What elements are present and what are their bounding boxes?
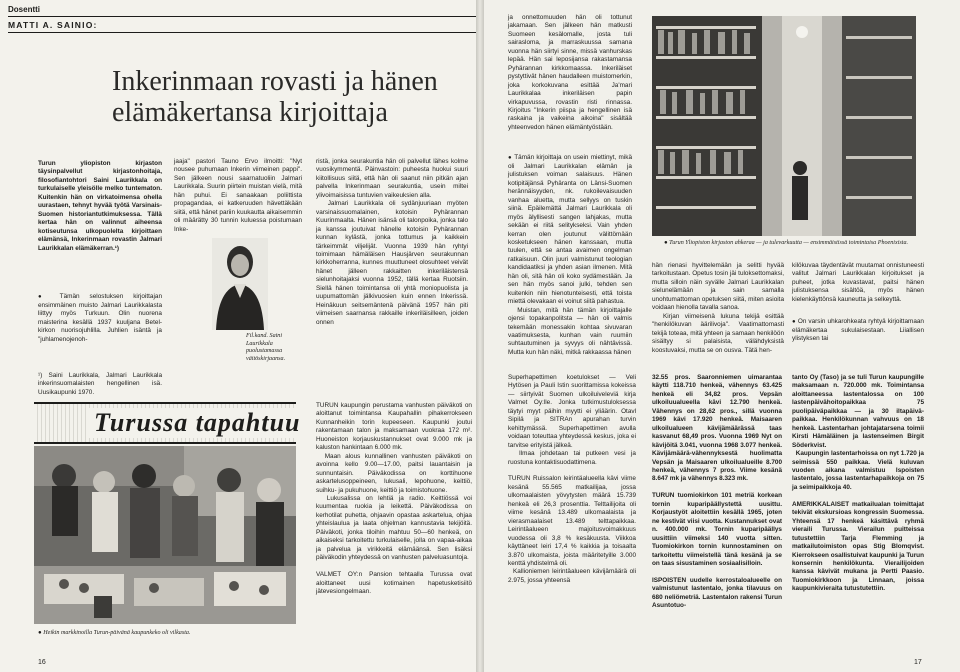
section-label: Dosentti xyxy=(8,5,40,14)
news-col-2: Superhapettimen koetulokset — Veli Hytösen ja Pauli Istin suorittamissa kokeissa — siirtyivät Suomen ulkoiluiveleviä kirja Valmet Oy:lle. Jonka tutkimustuloksessa täytyi myyt päihin myytti ei yliäärin. Otavl Sipilä ja SITRAn apurahan turvin kehittymässä. Superhapettimen avulla voidaan toteuttaa yhteydessä keskus, joka ei tarvitse erityistä jälkeä. Ilmaa johdetaan tai putkeen vesi ja ruostuna kontaktisuodattimena. TURUN Ruissalon leirintäalueella kävi viime kesänä 55.565 matkailijaa, jossa ulkomaalaisten yövytysten määrä 15.739 henkeä eli 26,3 prosenttia. Telttailijoita oli viime kesänä 13.489 ulkomaalaista ja vierasmaalaiset 13.489 telttapaikkaa. Leirintäalueen majoitusvoimakkuus vuodessa oli 3,8 % kesäkuusta. Viikkoa käyttäneet leiri 17,4 % kaikkia ja toisaalta 3.870 ulkomaista, joista määritetyille 3.000 kenttä yhdistelmä oli. Kallioniemen leirintäalueen kävijämäärä oli 2.975, jossa yhteensä xyxy=(508,374,636,584)
right-page xyxy=(484,0,960,672)
market-crowd-photo xyxy=(34,446,296,624)
bullet-icon-2: ● xyxy=(663,240,670,246)
library-stacks-photo xyxy=(652,16,916,236)
author-name: MATTI A. SAINIO: xyxy=(8,20,98,30)
article-paragraph-1: ● Tämän selostuksen kirjoittajan ensimmäinen muisto Jalmari Laurikkalasta liittyy myös Turkuun. Olin nuorena maisterina kesällä 1937 kuuljana Betel-kirkon nuorisojuhlilla. Juhlien isäntä ja "juhlamenojenoh- xyxy=(38,293,162,367)
page-number-right: 17 xyxy=(914,659,922,666)
article-intro: Turun yliopiston kirjaston täysinpalvellut kirjastonhoitaja, filosofiantohtori Saini Laurikkala on turkulaiselle yleisölle melko tuntematon. Kuitenkin hän on virkatoimensa ohella uurastaen, tehnyt hyvää työtä Varsinais-Suomen historiantutkimuksessa. Tällä kertaa hän on valinnut aiheensa kotiseutunsa ulkopuolelta kirjoittaen elämänsä, Inkerinmaan rovastin Jalmari Laurikkalan elämäkerran.¹) xyxy=(38,160,164,252)
article-footnote: ¹) Saini Laurikkala, Jalmari Laurikkala inkerinsuomalaisten hengellinen isä. Uusikaupunki 1970. xyxy=(38,372,164,396)
article-col-2: jaaja" pastori Tauno Ervo ilmoitti: "Nyt nousee puhumaan Inkerin viimeinen pappi". Sen jälkeen nousi saarnatuoliin Jalmari Laurikkala. Suurin piirtein muistan vielä, mitä hän puhui. Ei sanaakaan poliittista propagandaa, ei katkeruuden hävettäkään siitä, että hänet pariin kuukautta aikaisemmin oli määrätty 30 tunnin kuluessa poistumaan Inke- xyxy=(174,158,304,233)
article-title xyxy=(112,66,438,128)
library-caption-text: Turun Yliopiston kirjaston ahkeraa — ja tulevarkuutta — ensimmäistissä toimintaisa Phoenixista. xyxy=(669,240,909,246)
book-gutter xyxy=(476,0,484,672)
page-number-left: 16 xyxy=(38,659,46,666)
market-photo-caption xyxy=(38,630,300,642)
article-col-6: kilökuvaa täydentävät muutamat onnistuneesti valitut Jalmari Laurikkalan kirjoitukset ja puheet, jotka kuvastavat, paitsi hänen julistuksensa sisältöä, myös hänen kielenkäyttönsä kauneutta ja selkeyttä. xyxy=(792,262,926,303)
news-title: Turussa tapahtuu xyxy=(88,408,307,438)
portrait-caption: Fil.kand. Saini Laurikkala puolustamassa väitöskirjaansa. xyxy=(246,333,286,362)
article-col-3: ristä, jonka seurakuntia hän oli palvellut lähes kolme vuosikymmentä. Päinvastoin: puheesta huokui suuri kiitollisuus siitä, että hän oli saanut niin pitkän ajan palvella Inkerinmaan seurakuntia, usein miltei ylivoimaisissa tuntuvien vaikeuksien alla. Jalmari Laurikkala oli sydänjuuriaan myöten varsinaissuomalainen, kotoisin Pyhärannan Kuurinmaalta. Hänen isänsä oli talonpoika, jonka talo ja kanssa joutuivat hänelle kotoisin Pyhärannan kunnan kylästä, jonka tottumus ja kaikkein tärkeimmät viljelijät. Vuonna 1939 hän ryhtyi toimimaan hämäläisen Hausjärven seurakunnan kirkkoherranna, kunnes muuttuneet olosuhteet veivät hänet jälleen rakkaitten inkeriläistensä sielunhoitajaksi vuonna 1952, tällä kertaa Ruotsiin. Siellä hänen toimintansa oli yhtä moniopuolista ja uupumattomän jälkivuosien kuin ennen Inkerissä. Heinäkuun seitsemäntenä päivänä 1957 hän piti viimeisen saarnansa rakkaille inkeriläisilleen, joiden onnen xyxy=(316,158,468,326)
news-col-1: TURUN kaupungin perustama vanhusten päiväkoti on aloittanut toimintansa Kaupahallin pihakerrokseen Kunnanheikin torin kupeeseen. Kaupunki joutui rakentamaan talon ja maksamaan vuokraa 172 m². Huoneiston korjauskustannukset ovat 9.000 mk ja kaluston hankintaan 6.000 mk. Maan alous kunnallinen vanhusten päiväkoti on avoinna kello 9.00—17.00, paitsi lauantaisin ja sunnuntaisin. Päiväkodissa on korttihuone askartelusoppeineen, lukusali, lepohuone, keittiö, suihku- ja pukuhuone, keittiö ja toimistohuone. Lukusalissa on lehtiä ja radio. Keittiössä voi kuumentaa ruokia ja leikettä. Päiväkodissa on kerhotilat puhetta, ohjaavin opastaa askartelua, ohjaa yhteislaulua ja laata ohjelman kannustavia tekijöitä. Päiväkoti, jonka tiloihin mahtuu 50—60 henkeä, on aikaiseksi tarkoitettu turkulaiselle, jolla on vapaa-aikaa ja palvelua ja virikkeitä elämäänsä. Sen lisäksi päiväkodin yhteydessä on vanhusten palveluasuntoja. VALMET OY:n Pansion tehtaalla Turussa ovat aloittaneet uusi kotimainen hapetusketisiitö jätevesiongelmaan. xyxy=(316,402,472,595)
news-col-3: 32.55 pros. Saaronniemen uimarantaa käytti 118.710 henkeä, vähennys 63.425 henkeä eli 34,82 pros. Vepsän ulkoiluualueella kävi 12.790 henkeä. Vähennys on 28,62 pros., sillä vuonna 1969 kävi 17.920 henkeä. Maisaaren ulkoilualueen kävijämäärässä taas kasvanut 68,49 pros. Vuonna 1969 Nyt on kävijöitä 3.041, vuonna 1968 3.077 henkeä. Kävijämäärä-vähennyksestä huolimatta Vepsän ja Maisaaren ulkoilualueille 8.700 henkeä, vähennys 7 pros. Viime kesänä 8.647 mk ja vähennys 8.323 mk. TURUN tuomiokirkon 101 metriä korkean tornin kuparipäällystettä uusittu. Korjaustyöt aloitettiin kesällä 1965, joten ne kestivät viisi vuotta. Kustannukset ovat n. 400.000 mk. Tornin kuparipäällys uusittiin viimeksi 140 vuotta sitten. Tuomiokirkon tornin kunnostaminen on tarkoitettu viimeistellä tänä kesänä ja se on taas sisustaminen sosiaalisilloin. ISPOISTEN uudelle kerrostaloalueelle on valmistunut lastentalo, jonka tilavuus on 680 neliömetriä. Lastentalon rakensi Turun Asuntotuo- xyxy=(652,374,782,610)
title-line-2: elämäkertansa kirjoittaja xyxy=(112,97,388,128)
article-col-4-lower: ● Tämän kirjoittaja on usein miettinyt, mikä oli Jalmari Laurikkalan elämän ja julistuksen voiman salaisuus. Hänen kotipitäjänsä Pyhäranta on Länsi-Suomen herännäisyyden, nk. rukoilevaisuuden vanhaa aluetta, mutta sellyys on tuskin siinä. Epäilemättä Jalmari Laurikkala oli myös älyllisesti sangen lahjakas, mutta sekään ei riitä selitykseksi. Vain yhden kerran olen joutunut välittömään kosketukseen hänen kanssaan, mutta tuulen, että se antaa avaimen ongelman ratkaisuun. Olin juuri valmistunut teologian kandidaatiksi ja yhden asian ilmenen. Mitä hän oli, sitä hän oli koko sydämestään. Ja sen hän myös sanoi julki, tehden sen kuitenkin niin hienotunteisesti, että toista miettä olevakaan ei voinut siitä pahastua. Muistan, mitä hän tämän kirjoittajalle ojensi topakanpolitsta — hän oli valmis tekemään monessakin kohtaa sivuvaran vaatimuksesta, kunhan vain ruumiin suhtautuminen ja syvyys oli nähtävissä. Mutta kun hän näki, mitkä rakkaassa hänen xyxy=(508,154,632,356)
article-col-5: hän rienasi hyvittelemään ja selitti hyvää tarkoitustaan. Opetus tosin jäi tuloksettomaksi, mutta silloin näin syvälle Jalmari Laurikkalan sielunelämään ja sain samalla unohtumattoman opetuksen siitä, miten asioita voidaan hienolla tavalla sanoa. Kirjan viimeisenä lukuna tekijä esittää "henkilökuvan äärilivoja". Vaatimattomasti tekijä toteaa, mitä yhteen ja samaan henkilöön sisältyy si palaisista, välähdyksistä koostuvaksi, mutta se on ousva. Tätä hen- xyxy=(652,262,784,354)
library-photo-caption xyxy=(656,240,916,256)
portrait-image xyxy=(212,238,268,330)
author-portrait-photo xyxy=(212,238,268,330)
article-col-6-lower: ● On varsin uhkarohkeata ryhtyä kirjoittamaan elämäkertaa sukulaisestaan. Liiallisen ylistyksen tai xyxy=(792,318,924,356)
market-caption-text: Heikin markkinoilla Turun-päivänä kaupunkeko oli vilkasta. xyxy=(43,630,191,636)
bullet-icon: ● xyxy=(38,630,44,636)
news-col-4: tanto Oy (Taso) ja se tuli Turun kaupungille maksamaan n. 720.000 mk. Toimintansa aloittaneessa lastentalossa on 100 lastenpäivähoitopaikkaa 75 puolipäiväpaikkaa — ja 30 iltapäivä-paikkaa. Henkilökunnan vahvuus on 18 henkeä. Lastentarhan johtajatarsena toimii Kirsti Hämäläinen ja lastenseimen Birgit Söderkvist. Kaupungin lastentarhoissa on nyt 1.720 ja seimissä 550 paikkaa. Vielä kuluvan vuoden aikana valmistuu Ispoisten lastentalo, jossa lastentarhapaikkoja on 75 ja seimipaikkoja 40. AMERIKKALAISET matkailualan toimittajat tekivät ekskursioas kongressin Suomessa. Yhteensä 17 henkeä käsittävä ryhmä vieraili Turussa. Vierailun puitteissa tutustettiin Tarja Flemming ja matkailutoimiston opas Stig Blomqvist. Kierrokseen osallistuivat kaupunki ja Turun konsernin henkilökunta. Vierailijoiden kanssa kävivät mukana ja Pertti Paasio. Tuomiokirkkoon ja Linnaan, joissa kaupunkivieraita tutustutettiin. xyxy=(792,374,924,593)
article-col-4: ja onnettomuuden hän oli tottunut jakamaan. Sen jälkeen hän matkusti Suomeen kesälomalle, josta tuli sairasloma, ja marraskuussa samana vuonna hän siirtyi sinne, missä vanhurskas lepää. Hän sai leposijansa rakastamansa Pyhärannan kirkkomaassa. Inkeriläiset pystyttivät hänen haudalleen muistomerkin, joka korkokuvana esittää Ja'mari Laurikkalaa inkeriläisen papin virkapuvussa, rovastin risti rinnassa. Kirjoitus "Inkerin piispa ja hengellinen isä raskaina ja vaikeina aikoina" sisältää yhteenvedon hänen elämäntyöstään. xyxy=(508,14,634,131)
left-page xyxy=(0,0,476,672)
title-line-1: Inkerinmaan rovasti ja hänen xyxy=(112,66,438,97)
header-rule xyxy=(8,16,478,17)
market-image xyxy=(34,446,296,624)
library-image xyxy=(652,16,916,236)
author-rule xyxy=(8,32,478,33)
